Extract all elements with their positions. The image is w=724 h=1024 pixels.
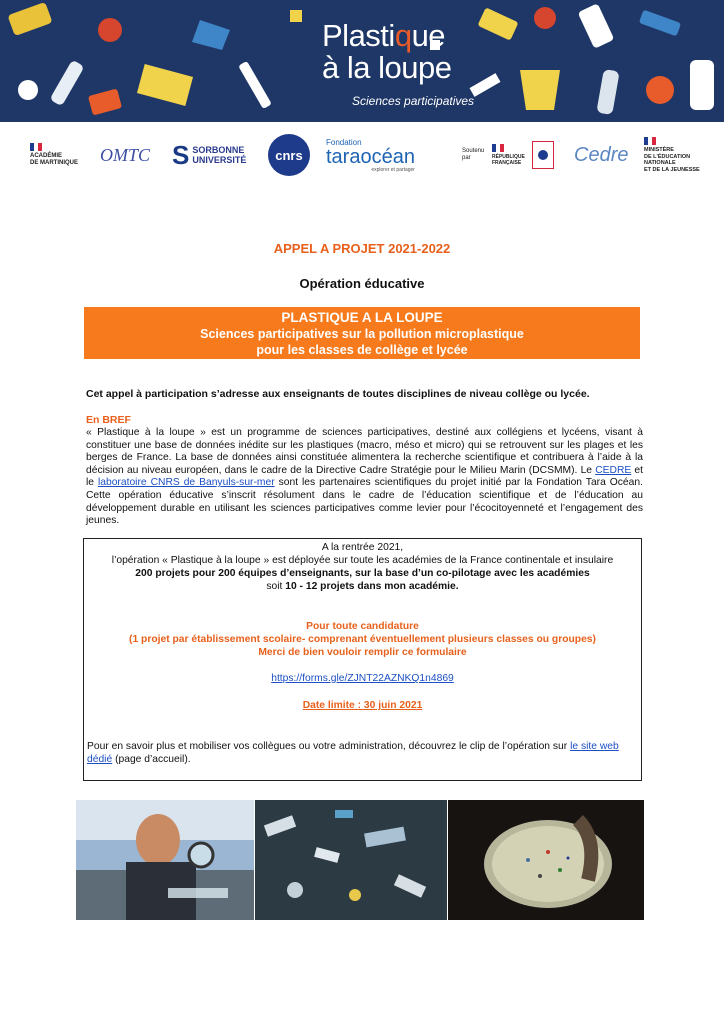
form-instruction: Merci de bien vouloir remplir ce formulaire [258, 647, 467, 658]
republique-francaise-logo: RÉPUBLIQUE FRANÇAISE [492, 128, 528, 182]
ademe-badge-icon [532, 128, 554, 182]
program-subtitle-2: pour les classes de collège et lycée [256, 343, 468, 357]
sorbonne-logo: S SORBONNE UNIVERSITÉ [172, 139, 247, 170]
call-details-box [83, 538, 642, 781]
soutenu-par-label: Soutenu par [462, 148, 485, 161]
petri-photo-image [448, 800, 644, 920]
photo-researcher-with-loupe [76, 800, 254, 920]
website-link[interactable]: le site web dédié [87, 741, 619, 765]
photo-petri-dish-microplastics [448, 800, 644, 920]
more-info-text: Pour en savoir plus et mobiliser vos collègues ou votre administration, découvrez le clip de l’opération sur le site web dédié (page d’accueil). [87, 741, 619, 765]
projects-line: 200 projets pour 200 équipes d’enseignants, sur la base d’un co-pilotage avec les académies [135, 568, 590, 579]
en-bref-paragraph: « Plastique à la loupe » est un programme de sciences participatives, destiné aux collégiens et lycéens, visant à constituer une base de données inédite sur les plastiques (macro, méso et micro) qui se retrouvent sur les plages et les berges de France. La base de données ainsi constituée alimentera la recherche scientifique et contribuera à l’aide à la décision au niveau européen, dans le cadre de la Directive Cadre Stratégie pour le Milieu Marin (DCSMM). Le CEDRE et le laboratoire CNRS de Banyuls-sur-mer sont les partenaires scientifiques du projet initié par la Fondation Tara Océan. Cette opération éducative s’inscrit résolument dans le cadre de l’éducation scientifique et de l’éducation au développement durable en utilisant les sciences participatives comme levier pour l’écocitoyenneté et l’engagement des jeunes. [86, 427, 644, 527]
deadline-text: Date limite : 30 juin 2021 [302, 700, 423, 711]
sorbonne-s-icon: S [172, 139, 190, 170]
photo-plastic-debris-in-water [255, 800, 447, 920]
rentree-line: A la rentrée 2021, [321, 542, 404, 553]
banner-subtitle: Sciences participatives [352, 94, 475, 108]
en-bref-heading: En BREF [86, 414, 131, 426]
intro-text: Cet appel à participation s’adresse aux enseignants de toutes disciplines de niveau collège ou lycée. [86, 388, 590, 400]
omtc-logo: OMTC [100, 144, 151, 165]
candidature-note: (1 projet par établissement scolaire- comprenant éventuellement plusieurs classes ou groupes) [129, 634, 596, 645]
deployment-line: l’opération « Plastique à la loupe » est déployée sur toute les académies de la France continentale et insulaire [111, 555, 614, 566]
partner-logos-row [0, 128, 724, 182]
debris-photo-image [255, 800, 447, 920]
cedre-link[interactable]: CEDRE [595, 464, 632, 476]
operation-title: Opération éducative [299, 276, 425, 291]
banner-title: Plastique à la loupe [322, 18, 452, 85]
form-link-wrapper [84, 673, 641, 686]
cnrs-banyuls-link[interactable]: laboratoire CNRS de Banyuls-sur-mer [97, 477, 275, 489]
cnrs-logo: cnrs [268, 128, 314, 182]
candidature-heading: Pour toute candidature [306, 621, 419, 632]
program-subtitle-1: Sciences participatives sur la pollution microplastique [200, 327, 524, 341]
form-url-link[interactable]: https://forms.gle/ZJNT22AZNKQ1n4869 [271, 673, 454, 684]
cedre-logo: Cedre [574, 143, 629, 166]
appel-title: APPEL A PROJET 2021-2022 [273, 241, 451, 256]
program-title-box [84, 307, 640, 359]
program-title: PLASTIQUE A LA LOUPE [281, 310, 443, 325]
academie-label: ACADÉMIE DE MARTINIQUE [30, 153, 78, 166]
header-banner [0, 0, 724, 122]
ministere-education-logo: MINISTÈRE DE L'ÉDUCATION NATIONALE ET DE LA JEUNESSE [644, 128, 718, 182]
projects-per-academy-line: soit 10 - 12 projets dans mon académie. [266, 581, 459, 592]
researcher-photo-image [76, 800, 254, 920]
tara-ocean-logo: Fondation taraocéan explorer et partager [326, 137, 415, 173]
academie-martinique-logo [30, 128, 96, 182]
